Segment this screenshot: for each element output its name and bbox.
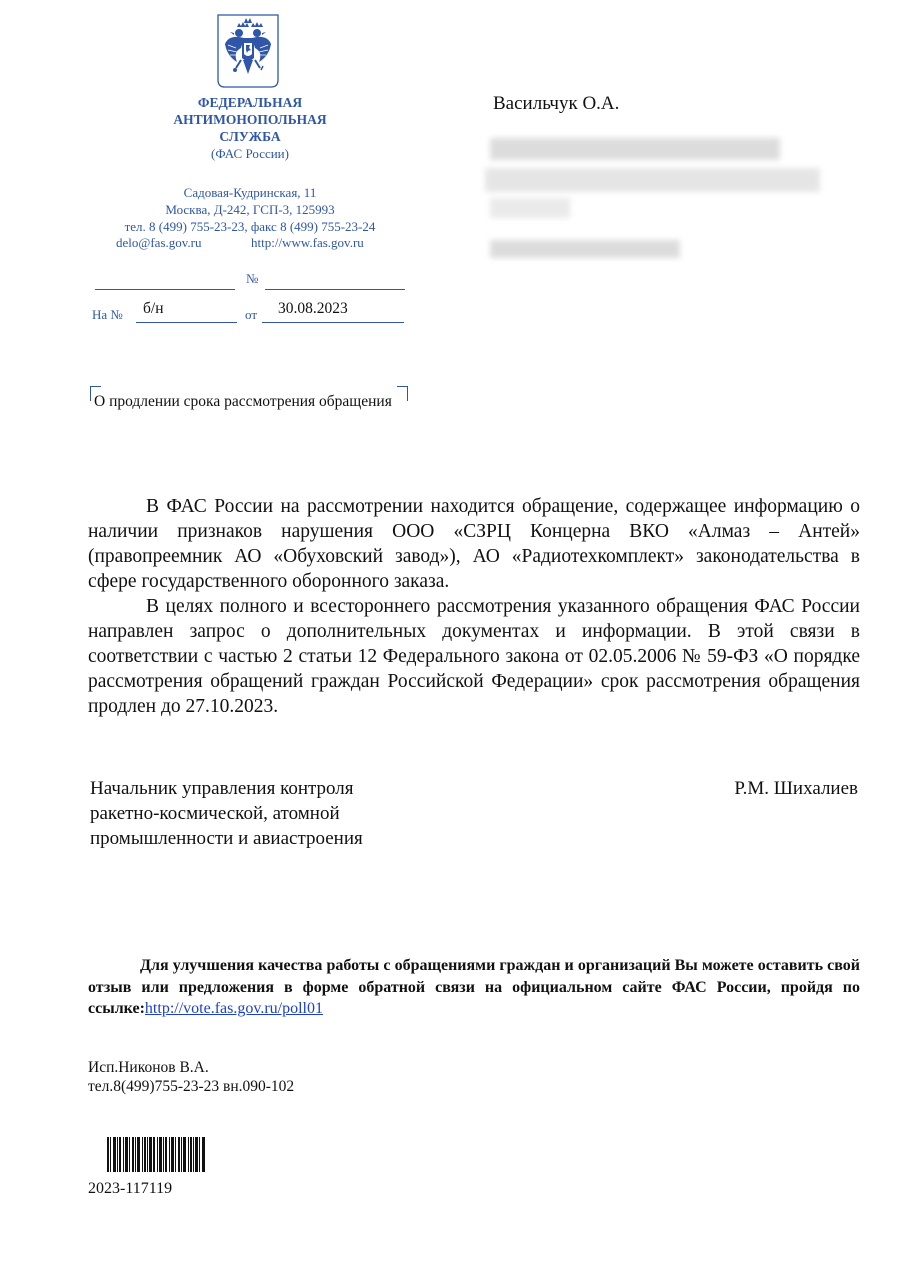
signatory-name: Р.М. Шихалиев bbox=[734, 778, 858, 799]
number-label: № bbox=[246, 271, 259, 286]
signatory-position bbox=[90, 776, 363, 851]
position-line-2: ракетно-космической, атомной bbox=[90, 803, 340, 824]
subject-text: О продлении срока рассмотрения обращения bbox=[94, 393, 392, 410]
agency-website: http://www.fas.gov.ru bbox=[251, 235, 364, 250]
barcode-icon bbox=[107, 1137, 205, 1172]
address-line-2: Москва, Д-242, ГСП-3, 125993 bbox=[165, 202, 335, 217]
position-line-3: промышленности и авиастроения bbox=[90, 828, 363, 849]
address-line-1: Садовая-Кудринская, 11 bbox=[183, 185, 317, 200]
reply-date-label: от bbox=[245, 307, 258, 322]
reply-date-line bbox=[262, 322, 404, 323]
agency-line-1: ФЕДЕРАЛЬНАЯ bbox=[197, 95, 303, 110]
body-paragraph-1: В ФАС России на рассмотрении находится обращение, содержащее информацию о наличии признаков нарушения ООО «СЗРЦ Концерна ВКО «Алмаз – Антей» (правопреемник АО «Обуховский завод»), АО «Радиотехкомплект» законодательства в сфере государственного оборонного заказа. bbox=[88, 496, 860, 592]
reply-number-line bbox=[136, 322, 237, 323]
executor-phone: тел.8(499)755-23-23 вн.090-102 bbox=[88, 1078, 295, 1095]
reply-number-value: б/н bbox=[143, 300, 164, 317]
outgoing-date-line bbox=[95, 289, 235, 290]
reply-date-value: 30.08.2023 bbox=[278, 300, 348, 317]
agency-email: delo@fas.gov.ru bbox=[116, 235, 202, 250]
feedback-poll-link[interactable]: http://vote.fas.gov.ru/poll01 bbox=[144, 1000, 323, 1017]
agency-line-2: АНТИМОНОПОЛЬНАЯ bbox=[173, 112, 327, 127]
position-line-1: Начальник управления контроля bbox=[90, 778, 354, 799]
letter-body bbox=[88, 494, 860, 719]
executor-name: Исп.Никонов В.А. bbox=[88, 1059, 209, 1076]
feedback-notice bbox=[88, 955, 860, 1020]
redacted-address bbox=[485, 135, 830, 260]
recipient-name: Васильчук О.А. bbox=[493, 93, 620, 114]
outgoing-number-line bbox=[265, 289, 405, 290]
subject-block bbox=[90, 386, 408, 412]
agency-short-name: (ФАС России) bbox=[211, 146, 289, 161]
phone-line: тел. 8 (499) 755-23-23, факс 8 (499) 755-23-24 bbox=[124, 219, 376, 234]
body-paragraph-2: В целях полного и всестороннего рассмотрения указанного обращения ФАС России направлен запрос о дополнительных документах и информации. В этой связи в соответствии с частью 2 статьи 12 Федерального закона от 02.05.2006 № 59-ФЗ «О порядке рассмотрения обращений граждан Российской Федерации» срок рассмотрения обращения продлен до 27.10.2023. bbox=[88, 596, 860, 717]
feedback-notice-text: Для улучшения качества работы с обращениями граждан и организаций Вы можете оставить свой отзыв или предложения в форме обратной связи на официальном сайте ФАС России, пройдя по ссылке: bbox=[88, 957, 860, 1017]
document-number: 2023-117119 bbox=[88, 1180, 173, 1197]
reply-number-label: На № bbox=[92, 307, 123, 322]
double-headed-eagle-icon bbox=[217, 14, 279, 88]
agency-line-3: СЛУЖБА bbox=[219, 129, 281, 144]
executor-info bbox=[88, 1058, 294, 1096]
agency-name bbox=[150, 93, 350, 146]
agency-address bbox=[100, 184, 400, 235]
